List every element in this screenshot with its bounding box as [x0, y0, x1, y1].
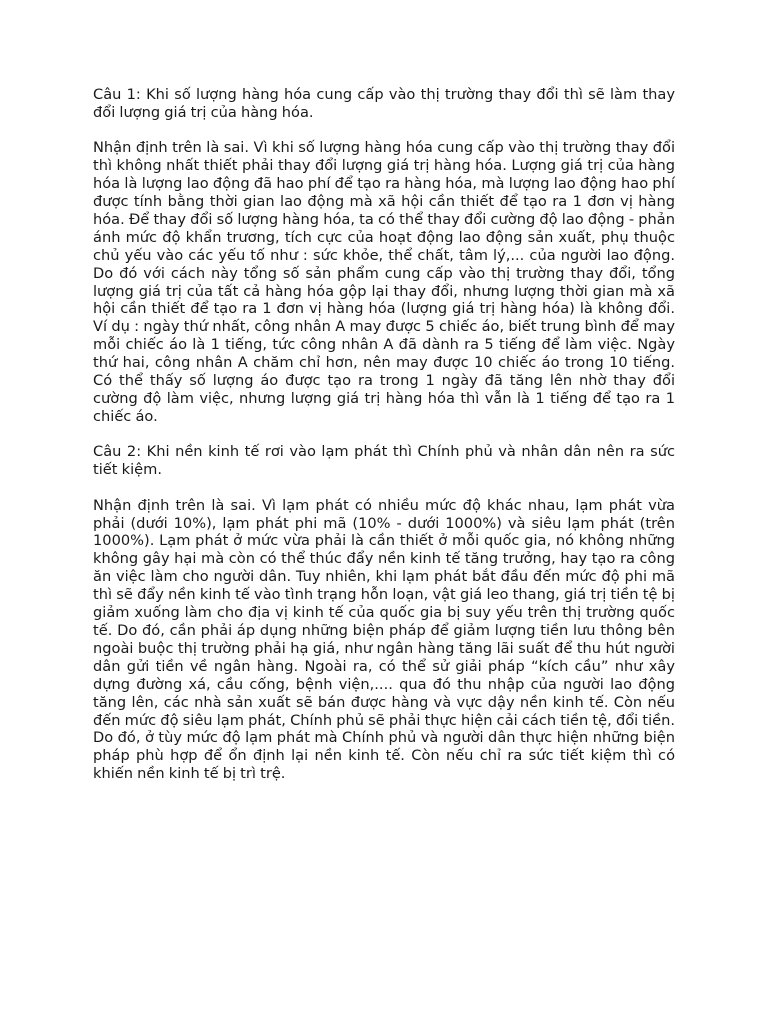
- answer-1: Nhận định trên là sai. Vì khi số lượng hàng hóa cung cấp vào thị trường thay đổi thì không nhất thiết phải thay đổi lượng giá trị hàng hóa. Lượng giá trị của hàng hóa là lượng lao động đã hao phí để tạo ra hàng hóa, mà lượng lao động hao phí được tính bằng thời gian lao động mà xã hội cần thiết để tạo ra 1 đơn vị hàng hóa. Để thay đổi số lượng hàng hóa, ta có thể thay đổi cường độ lao động - phản ánh mức độ khẩn trương, tích cực của hoạt động lao động sản xuất, phụ thuộc chủ yếu vào các yếu tố như : sức khỏe, thể chất, tâm lý,... của người lao động. Do đó với cách này tổng số sản phẩm cung cấp vào thị trường thay đổi, tổng lượng giá trị của tất cả hàng hóa gộp lại thay đổi, nhưng lượng thời gian mà xã hội cần thiết để tạo ra 1 đơn vị hàng hóa (lượng giá trị hàng hóa) là không đổi. Ví dụ : ngày thứ nhất, công nhân A may được 5 chiếc áo, biết trung bình để may mỗi chiếc áo là 1 tiếng, tức công nhân A đã dành ra 5 tiếng để làm việc. Ngày thứ hai, công nhân A chăm chỉ hơn, nên may được 10 chiếc áo trong 10 tiếng. Có thể thấy số lượng áo được tạo ra trong 1 ngày đã tăng lên nhờ thay đổi cường độ làm việc, nhưng lượng giá trị hàng hóa thì vẫn là 1 tiếng để tạo ra 1 chiếc áo.: [93, 139, 675, 425]
- question-1: Câu 1: Khi số lượng hàng hóa cung cấp vào thị trường thay đổi thì sẽ làm thay đổi lượng giá trị của hàng hóa.: [93, 86, 675, 121]
- question-2: Câu 2: Khi nền kinh tế rơi vào lạm phát thì Chính phủ và nhân dân nên ra sức tiết kiệm.: [93, 443, 675, 479]
- answer-2: Nhận định trên là sai. Vì lạm phát có nhiều mức độ khác nhau, lạm phát vừa phải (dưới 10%), lạm phát phi mã (10% - dưới 1000%) và siêu lạm phát (trên 1000%). Lạm phát ở mức vừa phải là cần thiết ở mỗi quốc gia, nó không những không gây hại mà còn có thể thúc đẩy nền kinh tế tăng trưởng, hay tạo ra công ăn việc làm cho người dân. Tuy nhiên, khi lạm phát bắt đầu đến mức độ phi mã thì sẽ đẩy nền kinh tế vào tình trạng hỗn loạn, vật giá leo thang, giá trị tiền tệ bị giảm xuống làm cho địa vị kinh tế của quốc gia bị suy yếu trên thị trường quốc tế. Do đó, cần phải áp dụng những biện pháp để giảm lượng tiền lưu thông bên ngoài buộc thị trường phải hạ giá, như ngân hàng tăng lãi suất để thu hút người dân gửi tiền về ngân hàng. Ngoài ra, có thể sử giải pháp “kích cầu” như xây dựng đường xá, cầu cống, bệnh viện,.... qua đó thu nhập của người lao động tăng lên, các nhà sản xuất sẽ bán được hàng và vực dậy nền kinh tế. Còn nếu đến mức độ siêu lạm phát, Chính phủ sẽ phải thực hiện cải cách tiền tệ, đổi tiền. Do đó, ở tùy mức độ lạm phát mà Chính phủ và người dân thực hiện những biện pháp phù hợp để ổn định lại nền kinh tế. Còn nếu chỉ ra sức tiết kiệm thì có khiến nền kinh tế bị trì trệ.: [93, 496, 675, 783]
- document-page: [93, 86, 675, 801]
